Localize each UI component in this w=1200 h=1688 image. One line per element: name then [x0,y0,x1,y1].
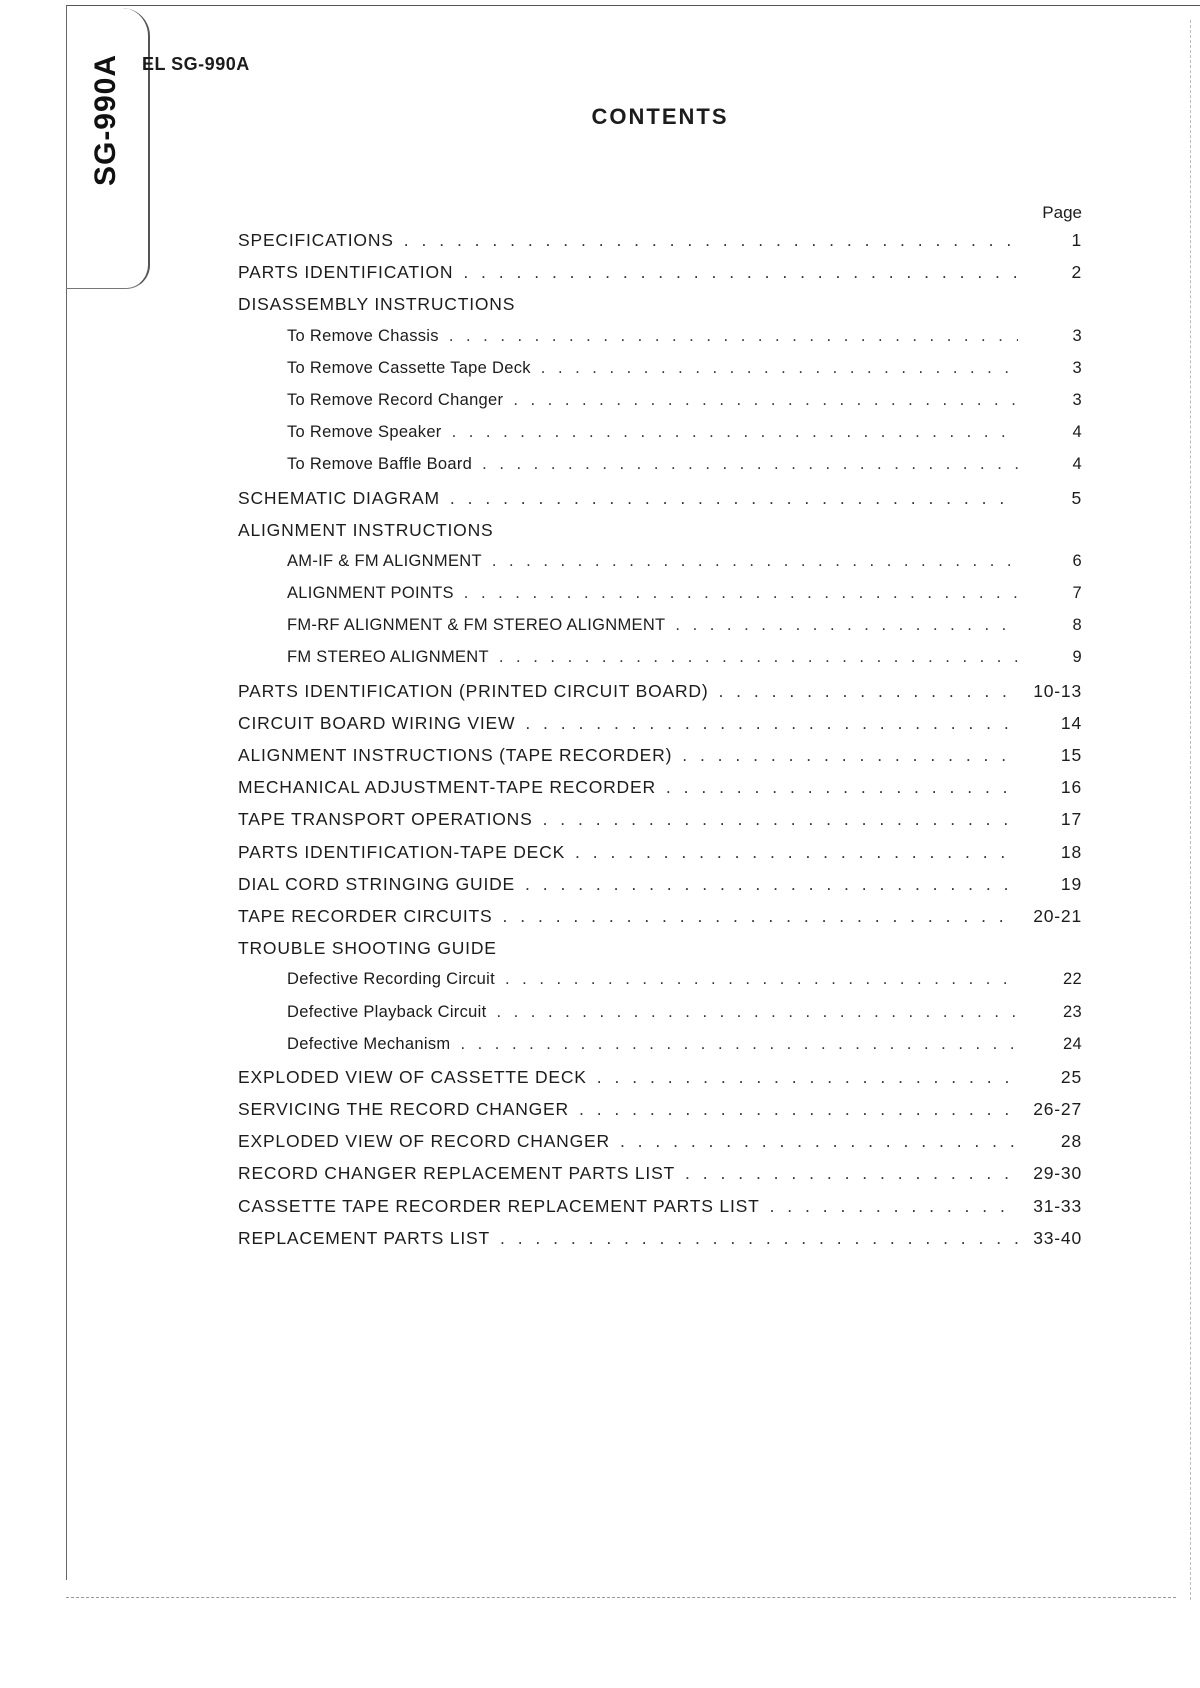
dot-leader [770,1196,1018,1217]
dot-leader [620,1131,1018,1152]
toc-entry-title: To Remove Baffle Board [287,455,473,474]
dot-leader [503,906,1018,927]
toc-entry-page: 17 [1060,809,1082,830]
toc-entry [238,294,1082,326]
toc-entry [238,520,1082,552]
toc-entry [238,681,1082,713]
toc-subentry [238,970,1082,1002]
dot-leader [499,648,1018,667]
toc-entry-page: 14 [1060,712,1082,733]
toc-entry-title: To Remove Speaker [287,423,442,442]
dot-leader [718,681,1018,702]
toc-entry-title: PARTS IDENTIFICATION (PRINTED CIRCUIT BOARD) [238,680,709,701]
index-tab-label: SG-990A [89,53,122,187]
toc-entry-page: 19 [1060,873,1082,894]
toc-entry-title: TAPE TRANSPORT OPERATIONS [238,809,533,830]
toc-entry-title: CASSETTE TAPE RECORDER REPLACEMENT PARTS LIST [238,1195,760,1216]
toc-entry-page: 7 [1072,584,1082,603]
dot-leader [685,1163,1018,1184]
toc-entry [238,842,1082,874]
toc-entry-title: DISASSEMBLY INSTRUCTIONS [238,294,516,315]
toc-entry-page: 9 [1072,648,1082,667]
toc-entry [238,713,1082,745]
toc-entry-page: 8 [1072,616,1082,635]
toc-entry-title: ALIGNMENT POINTS [287,584,454,603]
toc-subentry [238,1003,1082,1035]
toc-subentry [238,552,1082,584]
dot-leader [525,874,1018,895]
toc-entry-title: AM-IF & FM ALIGNMENT [287,551,482,570]
page-title: CONTENTS [591,104,729,129]
toc-entry-page: 29-30 [1033,1163,1082,1184]
toc-entry-page: 1 [1071,230,1082,250]
toc-entry-title: Defective Playback Circuit [287,1002,487,1021]
toc-entry-page: 10-13 [1033,680,1082,701]
dot-leader [500,1228,1018,1249]
toc-entry-page: 3 [1072,358,1082,377]
toc-subentry [238,584,1082,616]
toc-entry-title: Defective Mechanism [287,1034,451,1053]
toc-entry-title: PARTS IDENTIFICATION [238,262,454,283]
toc-entry [238,1228,1082,1260]
toc-entry [238,745,1082,777]
dot-leader [449,327,1018,346]
toc-entry-title: CIRCUIT BOARD WIRING VIEW [238,712,516,733]
table-of-contents [238,230,1082,1260]
dot-leader [505,970,1018,989]
dot-leader [404,230,1018,251]
toc-subentry [238,359,1082,391]
toc-subentry [238,648,1082,680]
toc-entry-title: EXPLODED VIEW OF CASSETTE DECK [238,1066,587,1087]
page-column-header: Page [1042,203,1082,222]
toc-subentry [238,391,1082,423]
toc-entry-page: 25 [1060,1066,1082,1087]
dot-leader [597,1067,1018,1088]
toc-entry-title: To Remove Cassette Tape Deck [287,358,531,377]
page-border-top [66,5,1200,6]
dot-leader [543,809,1018,830]
dot-leader [463,262,1018,283]
toc-entry [238,1067,1082,1099]
toc-entry-title: TAPE RECORDER CIRCUITS [238,905,493,926]
dot-leader [452,423,1018,442]
toc-entry [238,1099,1082,1131]
toc-subentry [238,423,1082,455]
toc-entry-title: EXPLODED VIEW OF RECORD CHANGER [238,1131,610,1152]
model-header: EL SG-990A [142,54,250,74]
toc-entry-page: 18 [1060,841,1082,862]
toc-subentry [238,327,1082,359]
dot-leader [682,745,1018,766]
dot-leader [492,552,1018,571]
toc-entry-title: PARTS IDENTIFICATION-TAPE DECK [238,841,566,862]
toc-entry-title: DIAL CORD STRINGING GUIDE [238,873,516,894]
toc-entry [238,230,1082,262]
toc-entry [238,1163,1082,1195]
toc-entry-page: 24 [1063,1034,1082,1053]
toc-entry-title: REPLACEMENT PARTS LIST [238,1227,490,1248]
toc-entry [238,262,1082,294]
dot-leader [675,616,1018,635]
toc-subentry [238,616,1082,648]
toc-entry-page: 5 [1071,487,1082,508]
toc-subentry [238,455,1082,487]
toc-entry-title: SCHEMATIC DIAGRAM [238,487,440,508]
dot-leader [460,1035,1018,1054]
toc-entry-page: 3 [1072,326,1082,345]
page-border-right [1190,20,1191,1600]
toc-entry-page: 4 [1072,455,1082,474]
toc-entry-title: ALIGNMENT INSTRUCTIONS [238,519,494,540]
toc-entry-title: Defective Recording Circuit [287,970,496,989]
toc-entry-page: 22 [1063,970,1082,989]
dot-leader [464,584,1018,603]
toc-entry-page: 16 [1060,777,1082,798]
toc-entry-title: To Remove Record Changer [287,390,504,409]
toc-entry-title: SPECIFICATIONS [238,230,394,250]
dot-leader [541,359,1018,378]
toc-entry-page: 28 [1060,1131,1082,1152]
toc-entry-title: FM STEREO ALIGNMENT [287,648,489,667]
dot-leader [482,455,1018,474]
toc-entry-page: 2 [1071,262,1082,283]
dot-leader [496,1003,1018,1022]
toc-entry [238,1131,1082,1163]
toc-entry-page: 6 [1072,551,1082,570]
toc-entry-page: 4 [1072,423,1082,442]
toc-entry-title: RECORD CHANGER REPLACEMENT PARTS LIST [238,1163,676,1184]
toc-entry-page: 26-27 [1033,1099,1082,1120]
toc-entry-page: 15 [1060,745,1082,765]
dot-leader [450,488,1018,509]
toc-subentry [238,1035,1082,1067]
toc-entry-page: 23 [1063,1002,1082,1021]
toc-entry [238,938,1082,970]
toc-entry [238,906,1082,938]
toc-entry-title: ALIGNMENT INSTRUCTIONS (TAPE RECORDER) [238,745,673,765]
toc-entry-title: TROUBLE SHOOTING GUIDE [238,938,497,959]
dot-leader [575,842,1018,863]
toc-entry [238,488,1082,520]
toc-entry-title: SERVICING THE RECORD CHANGER [238,1099,569,1120]
page-border-bottom [66,1597,1176,1598]
toc-entry-page: 3 [1072,390,1082,409]
toc-entry-title: To Remove Chassis [287,326,439,345]
toc-entry-page: 33-40 [1033,1227,1082,1248]
toc-entry [238,777,1082,809]
toc-entry-page: 20-21 [1033,905,1082,926]
toc-entry [238,809,1082,841]
toc-entry-page: 31-33 [1033,1195,1082,1216]
dot-leader [525,713,1018,734]
toc-entry [238,874,1082,906]
dot-leader [579,1099,1018,1120]
dot-leader [666,777,1018,798]
toc-entry [238,1196,1082,1228]
toc-entry-title: FM-RF ALIGNMENT & FM STEREO ALIGNMENT [287,616,666,635]
dot-leader [513,391,1018,410]
toc-entry-title: MECHANICAL ADJUSTMENT-TAPE RECORDER [238,777,656,798]
